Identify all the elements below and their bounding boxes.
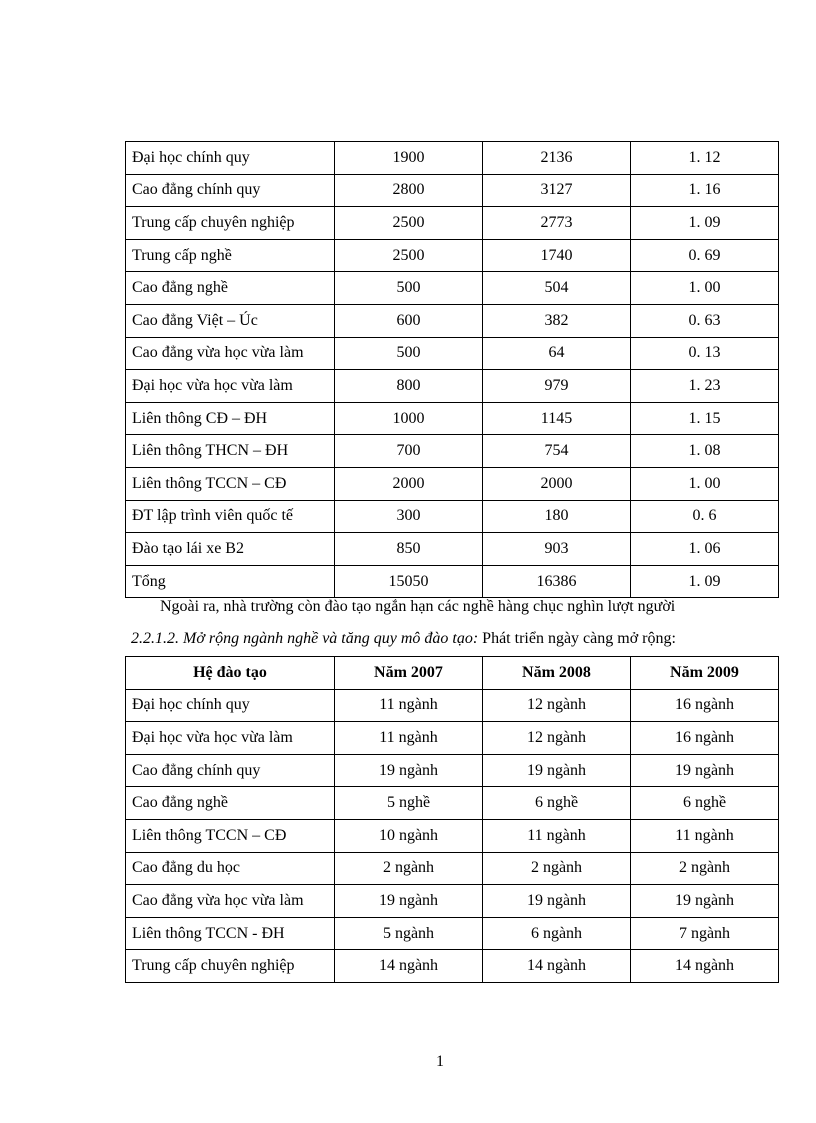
value-cell: 2136 [483, 142, 631, 175]
value-cell: 0. 6 [631, 500, 779, 533]
value-cell: 6 ngành [483, 917, 631, 950]
section-heading: 2.2.1.2. Mở rộng ngành nghề và tăng quy mô đào tạo: [131, 630, 479, 647]
programs-table-row [126, 787, 779, 820]
enrollment-table-row [126, 337, 779, 370]
enrollment-table-row [126, 174, 779, 207]
value-cell: 1900 [335, 142, 483, 175]
value-cell: 1. 09 [631, 207, 779, 240]
value-cell: 1. 00 [631, 272, 779, 305]
row-label-cell: Cao đẳng chính quy [126, 754, 335, 787]
value-cell: 16 ngành [631, 689, 779, 722]
value-cell: 10 ngành [335, 819, 483, 852]
row-label-cell: Cao đẳng du học [126, 852, 335, 885]
row-label-cell: Đào tạo lái xe B2 [126, 533, 335, 566]
programs-table-header-row [126, 657, 779, 690]
value-cell: 0. 13 [631, 337, 779, 370]
value-cell: 19 ngành [483, 885, 631, 918]
row-label-cell: Cao đẳng chính quy [126, 174, 335, 207]
programs-table-row [126, 852, 779, 885]
value-cell: 1. 08 [631, 435, 779, 468]
value-cell: 754 [483, 435, 631, 468]
enrollment-table-row [126, 272, 779, 305]
value-cell: 1. 00 [631, 467, 779, 500]
value-cell: 1740 [483, 239, 631, 272]
programs-table-row [126, 689, 779, 722]
value-cell: 64 [483, 337, 631, 370]
section-paragraph [131, 630, 676, 648]
value-cell: 16386 [483, 565, 631, 598]
header-cell: Năm 2009 [631, 657, 779, 690]
programs-table-row [126, 722, 779, 755]
value-cell: 3127 [483, 174, 631, 207]
programs-table [125, 656, 779, 983]
programs-table-row [126, 819, 779, 852]
programs-table-body [126, 689, 779, 982]
value-cell: 1. 09 [631, 565, 779, 598]
row-label-cell: Liên thông CĐ – ĐH [126, 402, 335, 435]
header-cell: Hệ đào tạo [126, 657, 335, 690]
enrollment-table-body [126, 142, 779, 598]
enrollment-table-row [126, 435, 779, 468]
value-cell: 14 ngành [483, 950, 631, 983]
value-cell: 2500 [335, 239, 483, 272]
value-cell: 500 [335, 337, 483, 370]
value-cell: 7 ngành [631, 917, 779, 950]
value-cell: 6 nghề [483, 787, 631, 820]
value-cell: 300 [335, 500, 483, 533]
value-cell: 1145 [483, 402, 631, 435]
value-cell: 382 [483, 304, 631, 337]
value-cell: 700 [335, 435, 483, 468]
value-cell: 903 [483, 533, 631, 566]
enrollment-table-row [126, 239, 779, 272]
value-cell: 180 [483, 500, 631, 533]
value-cell: 2773 [483, 207, 631, 240]
row-label-cell: Trung cấp chuyên nghiệp [126, 207, 335, 240]
value-cell: 2 ngành [631, 852, 779, 885]
value-cell: 5 nghề [335, 787, 483, 820]
enrollment-table-row [126, 207, 779, 240]
value-cell: 1. 23 [631, 370, 779, 403]
value-cell: 2 ngành [335, 852, 483, 885]
row-label-cell: Tổng [126, 565, 335, 598]
value-cell: 2 ngành [483, 852, 631, 885]
value-cell: 11 ngành [335, 722, 483, 755]
value-cell: 11 ngành [335, 689, 483, 722]
value-cell: 1. 16 [631, 174, 779, 207]
header-cell: Năm 2008 [483, 657, 631, 690]
programs-table-row [126, 917, 779, 950]
enrollment-table [125, 141, 779, 598]
row-label-cell: Đại học vừa học vừa làm [126, 370, 335, 403]
value-cell: 19 ngành [631, 754, 779, 787]
value-cell: 850 [335, 533, 483, 566]
value-cell: 11 ngành [631, 819, 779, 852]
value-cell: 19 ngành [631, 885, 779, 918]
value-cell: 19 ngành [335, 754, 483, 787]
short-term-training-paragraph: Ngoài ra, nhà trường còn đào tạo ngắn hạn các nghề hàng chục nghìn lượt người [160, 598, 676, 615]
value-cell: 12 ngành [483, 689, 631, 722]
row-label-cell: Trung cấp chuyên nghiệp [126, 950, 335, 983]
value-cell: 6 nghề [631, 787, 779, 820]
programs-table-row [126, 885, 779, 918]
page-number: 1 [436, 1053, 444, 1070]
enrollment-table-row [126, 565, 779, 598]
value-cell: 600 [335, 304, 483, 337]
enrollment-table-row [126, 370, 779, 403]
enrollment-table-row [126, 500, 779, 533]
enrollment-table-row [126, 142, 779, 175]
value-cell: 15050 [335, 565, 483, 598]
value-cell: 800 [335, 370, 483, 403]
enrollment-table-row [126, 467, 779, 500]
value-cell: 1. 15 [631, 402, 779, 435]
row-label-cell: Cao đẳng vừa học vừa làm [126, 337, 335, 370]
value-cell: 14 ngành [631, 950, 779, 983]
value-cell: 1. 12 [631, 142, 779, 175]
value-cell: 1000 [335, 402, 483, 435]
value-cell: 2800 [335, 174, 483, 207]
value-cell: 19 ngành [335, 885, 483, 918]
row-label-cell: Liên thông THCN – ĐH [126, 435, 335, 468]
header-cell: Năm 2007 [335, 657, 483, 690]
value-cell: 0. 69 [631, 239, 779, 272]
row-label-cell: Cao đẳng nghề [126, 272, 335, 305]
row-label-cell: Đại học vừa học vừa làm [126, 722, 335, 755]
value-cell: 19 ngành [483, 754, 631, 787]
value-cell: 12 ngành [483, 722, 631, 755]
value-cell: 5 ngành [335, 917, 483, 950]
row-label-cell: Liên thông TCCN – CĐ [126, 819, 335, 852]
programs-table-row [126, 950, 779, 983]
value-cell: 2500 [335, 207, 483, 240]
enrollment-table-row [126, 304, 779, 337]
row-label-cell: Liên thông TCCN - ĐH [126, 917, 335, 950]
row-label-cell: Đại học chính quy [126, 689, 335, 722]
row-label-cell: ĐT lập trình viên quốc tế [126, 500, 335, 533]
row-label-cell: Đại học chính quy [126, 142, 335, 175]
section-text: Phát triển ngày càng mở rộng: [478, 630, 676, 647]
value-cell: 0. 63 [631, 304, 779, 337]
value-cell: 1. 06 [631, 533, 779, 566]
row-label-cell: Cao đẳng nghề [126, 787, 335, 820]
row-label-cell: Trung cấp nghề [126, 239, 335, 272]
value-cell: 504 [483, 272, 631, 305]
value-cell: 16 ngành [631, 722, 779, 755]
enrollment-table-row [126, 533, 779, 566]
value-cell: 11 ngành [483, 819, 631, 852]
value-cell: 979 [483, 370, 631, 403]
programs-table-row [126, 754, 779, 787]
row-label-cell: Cao đẳng Việt – Úc [126, 304, 335, 337]
value-cell: 2000 [335, 467, 483, 500]
row-label-cell: Liên thông TCCN – CĐ [126, 467, 335, 500]
enrollment-table-row [126, 402, 779, 435]
value-cell: 2000 [483, 467, 631, 500]
row-label-cell: Cao đẳng vừa học vừa làm [126, 885, 335, 918]
value-cell: 14 ngành [335, 950, 483, 983]
value-cell: 500 [335, 272, 483, 305]
